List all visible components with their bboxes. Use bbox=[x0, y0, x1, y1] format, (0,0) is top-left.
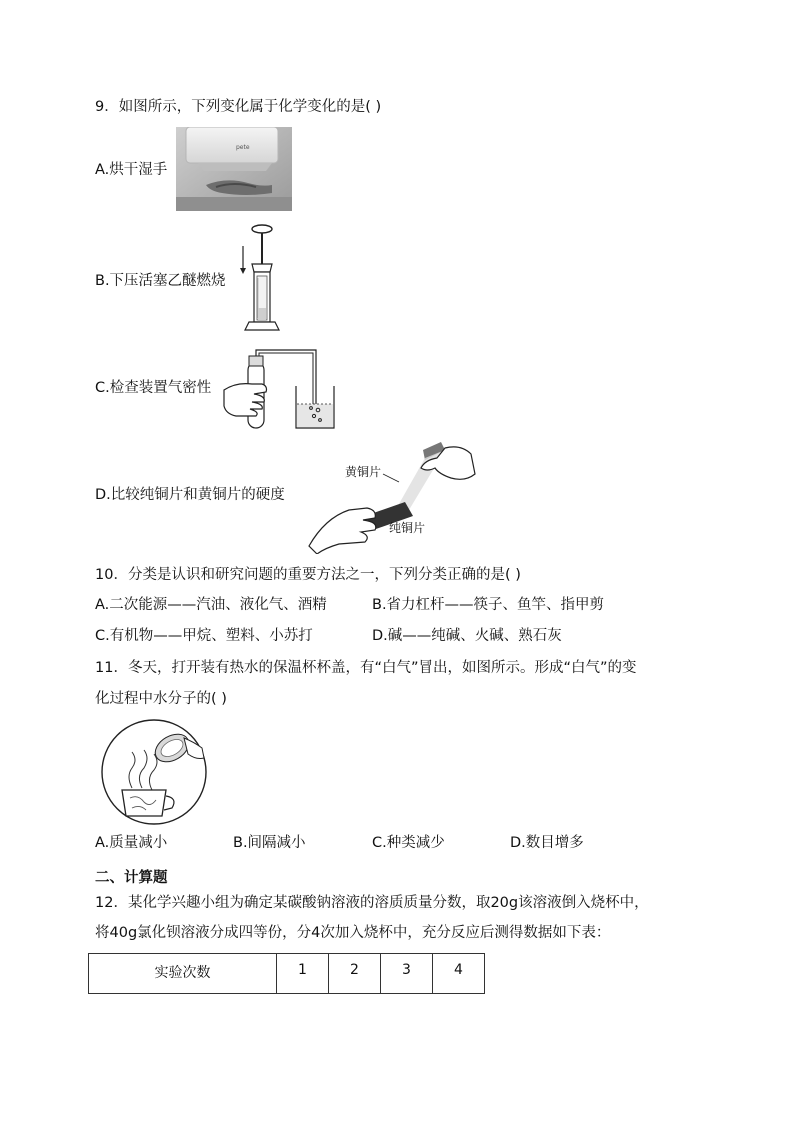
question-10-stem: 10．分类是认识和研究问题的重要方法之一，下列分类正确的是( ) bbox=[95, 567, 521, 583]
q10-option-c: C.有机物——甲烷、塑料、小苏打 bbox=[95, 628, 313, 644]
q11-option-c: C.种类减少 bbox=[372, 835, 445, 851]
q9-option-d: D.比较纯铜片和黄铜片的硬度 bbox=[95, 487, 285, 503]
question-9-stem: 9．如图所示，下列变化属于化学变化的是( ) bbox=[95, 99, 382, 115]
pure-copper-sheet-label: 纯铜片 bbox=[389, 521, 426, 535]
q9-option-a: A.烘干湿手 bbox=[95, 162, 168, 178]
table-cell-trial-4: 4 bbox=[433, 954, 485, 994]
hand-dryer-photo bbox=[176, 127, 292, 211]
piston-compression-figure bbox=[237, 222, 287, 334]
question-11-stem-line1: 11．冬天，打开装有热水的保温杯杯盖，有“白气”冒出，如图所示。形成“白气”的变 bbox=[95, 660, 637, 676]
thermos-steam-figure bbox=[98, 718, 210, 826]
question-12-line2: 将40g氯化钡溶液分成四等份，分4次加入烧杯中，充分反应后测得数据如下表： bbox=[95, 925, 611, 941]
copper-hardness-figure bbox=[305, 438, 477, 554]
q10-option-b: B.省力杠杆——筷子、鱼竿、指甲剪 bbox=[372, 597, 605, 613]
table-header-cell: 实验次数 bbox=[89, 954, 277, 994]
experiment-data-table bbox=[88, 953, 485, 994]
table-cell-trial-1: 1 bbox=[277, 954, 329, 994]
dryer-brand-text: pete bbox=[236, 144, 250, 151]
q11-option-b: B.间隔减小 bbox=[233, 835, 306, 851]
q9-option-b: B.下压活塞乙醚燃烧 bbox=[95, 273, 226, 289]
q11-option-d: D.数目增多 bbox=[510, 835, 584, 851]
table-cell-trial-3: 3 bbox=[381, 954, 433, 994]
q9-option-c: C.检查装置气密性 bbox=[95, 380, 212, 396]
q10-option-a: A.二次能源——汽油、液化气、酒精 bbox=[95, 597, 327, 613]
airtightness-apparatus-figure bbox=[222, 346, 340, 432]
q11-option-a: A.质量减小 bbox=[95, 835, 168, 851]
question-12-line1: 12．某化学兴趣小组为确定某碳酸钠溶液的溶质质量分数，取20g该溶液倒入烧杯中， bbox=[95, 895, 649, 911]
q10-option-d: D.碱——纯碱、火碱、熟石灰 bbox=[372, 628, 562, 644]
section-title-calculation: 二、计算题 bbox=[95, 870, 168, 886]
table-row bbox=[89, 954, 485, 994]
brass-sheet-label: 黄铜片 bbox=[345, 465, 382, 479]
question-11-stem-line2: 化过程中水分子的( ) bbox=[95, 691, 227, 707]
table-cell-trial-2: 2 bbox=[329, 954, 381, 994]
